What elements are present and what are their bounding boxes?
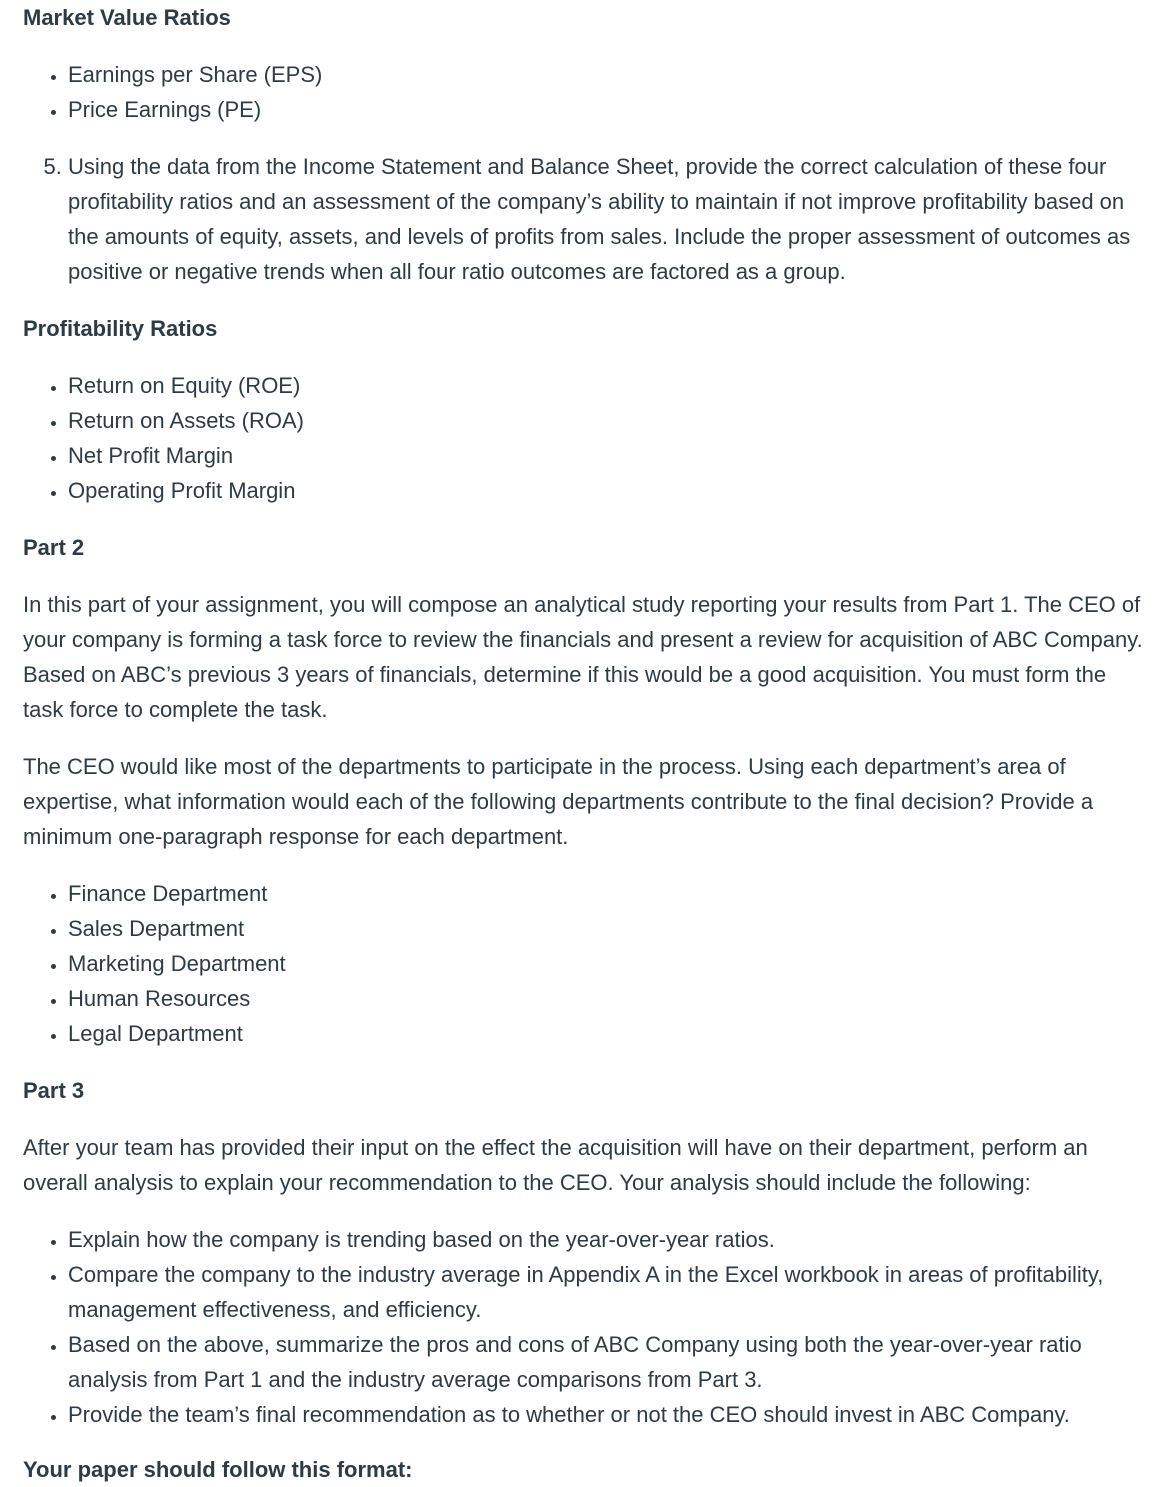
list-item: • Return on Assets (ROA) xyxy=(68,403,1148,438)
list-item: • Earnings per Share (EPS) xyxy=(68,57,1148,92)
question-5-list xyxy=(23,149,1148,289)
market-value-list xyxy=(23,57,1148,127)
cut-off-heading: Your paper should follow this format: xyxy=(23,1457,413,1482)
list-item: • Based on the above, summarize the pros and cons of ABC Company using both the year-over-year ratio analysis from Part 1 and the industry average comparisons from Part 3. xyxy=(68,1327,1148,1397)
part-3-heading: Part 3 xyxy=(23,1078,85,1103)
departments-list xyxy=(23,876,1148,1051)
part-3-list xyxy=(23,1222,1148,1432)
list-item: • Return on Equity (ROE) xyxy=(68,368,1148,403)
profitability-heading: Profitability Ratios xyxy=(23,316,218,341)
assignment-document xyxy=(23,0,1148,1432)
list-item: • Finance Department xyxy=(68,876,1148,911)
list-item: • Sales Department xyxy=(68,911,1148,946)
part-2-heading: Part 2 xyxy=(23,535,85,560)
list-item: • Legal Department xyxy=(68,1016,1148,1051)
market-value-heading: Market Value Ratios xyxy=(23,5,231,30)
list-item: • Marketing Department xyxy=(68,946,1148,981)
list-item: • Explain how the company is trending based on the year-over-year ratios. xyxy=(68,1222,1148,1257)
profitability-list xyxy=(23,368,1148,508)
question-5-text: 5. Using the data from the Income Statement and Balance Sheet, provide the correct calculation of these four profitability ratios and an assessment of the company’s ability to maintain if not improve profitability based on the amounts of equity, assets, and levels of profits from sales. Include the proper assessment of outcomes as positive or negative trends when all four ratio outcomes are factored as a group. xyxy=(68,149,1148,289)
list-item: • Human Resources xyxy=(68,981,1148,1016)
list-item: • Net Profit Margin xyxy=(68,438,1148,473)
list-item: • Operating Profit Margin xyxy=(68,473,1148,508)
part-3-paragraph-1: After your team has provided their input on the effect the acquisition will have on their department, perform an overall analysis to explain your recommendation to the CEO. Your analysis should include the following: xyxy=(23,1135,1088,1195)
list-item: • Price Earnings (PE) xyxy=(68,92,1148,127)
list-item: • Provide the team’s final recommendation as to whether or not the CEO should invest in ABC Company. xyxy=(68,1397,1148,1432)
part-2-paragraph-2: The CEO would like most of the departments to participate in the process. Using each department’s area of expertise, what information would each of the following departments contribute to the final decision? Provide a minimum one-paragraph response for each department. xyxy=(23,754,1094,849)
part-2-paragraph-1: In this part of your assignment, you will compose an analytical study reporting your results from Part 1. The CEO of your company is forming a task force to review the financials and present a review for acquisition of ABC Company. Based on ABC’s previous 3 years of financials, determine if this would be a good acquisition. You must form the task force to complete the task. xyxy=(23,592,1143,722)
list-item: • Compare the company to the industry average in Appendix A in the Excel workbook in areas of profitability, management effectiveness, and efficiency. xyxy=(68,1257,1148,1327)
